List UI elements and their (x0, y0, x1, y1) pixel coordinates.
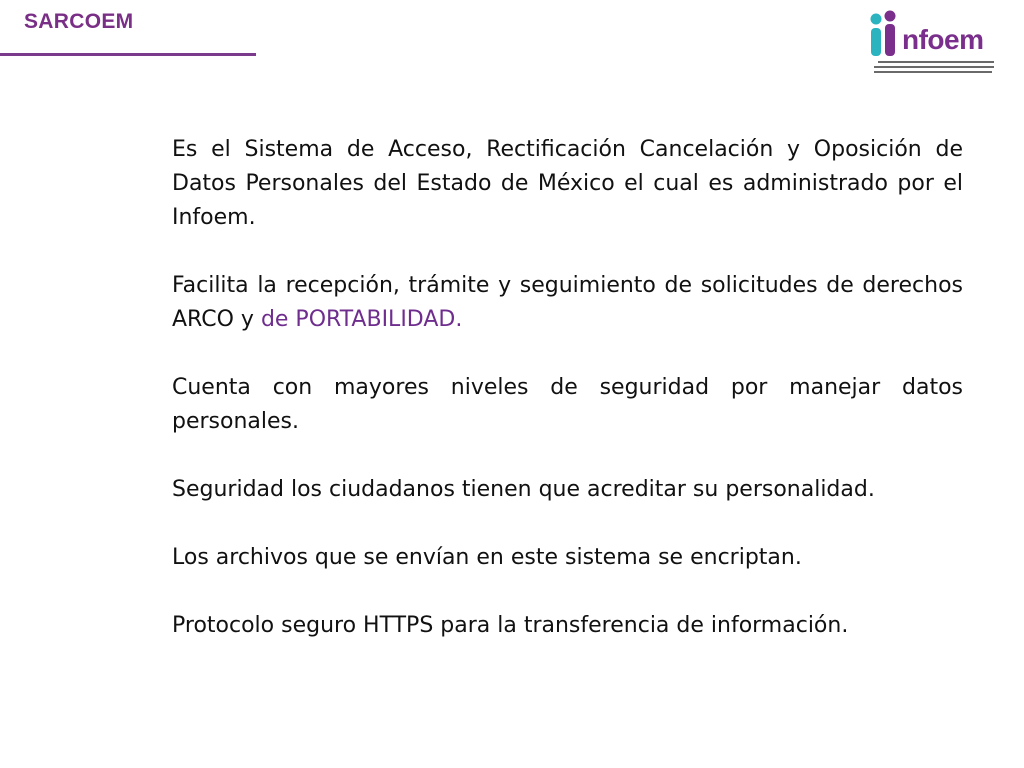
paragraph-https (172, 609, 963, 643)
paragraph-text: Protocolo seguro HTTPS para la transferencia de información. (172, 613, 849, 638)
portabilidad-highlight: de PORTABILIDAD. (260, 307, 463, 332)
header-title: SARCOEM (24, 10, 134, 33)
header-rule (0, 53, 256, 56)
logo-fineprint-line-1 (878, 61, 994, 63)
logo-head-teal (871, 14, 882, 25)
logo-body-teal (871, 28, 881, 56)
paragraph-text: Seguridad los ciudadanos tienen que acreditar su personalidad. (172, 477, 875, 502)
logo-head-purple (885, 11, 896, 22)
logo-wordmark: nfoem (902, 24, 984, 55)
logo-fineprint-line-3 (874, 71, 992, 73)
paragraph-security-levels (172, 371, 963, 439)
paragraph-text: Es el Sistema de Acceso, Rectificación Cancelación y Oposición de Datos Personales del Estado de México el cual es administrado por el Infoem. (172, 137, 963, 230)
paragraph-encryption (172, 541, 963, 575)
paragraph-text: Facilita la recepción, trámite y seguimiento de solicitudes de derechos ARCO y (172, 273, 963, 332)
logo-fineprint-line-2 (874, 66, 994, 68)
paragraph-facilita (172, 269, 963, 337)
paragraph-text: Los archivos que se envían en este sistema se encriptan. (172, 545, 802, 570)
logo-body-purple (885, 24, 895, 56)
paragraph-description (172, 133, 963, 235)
paragraph-text: Cuenta con mayores niveles de seguridad por manejar datos personales. (172, 375, 963, 434)
paragraph-identity (172, 473, 963, 507)
content (172, 133, 963, 643)
infoem-people-icon (866, 10, 906, 62)
infoem-logo (866, 10, 996, 76)
